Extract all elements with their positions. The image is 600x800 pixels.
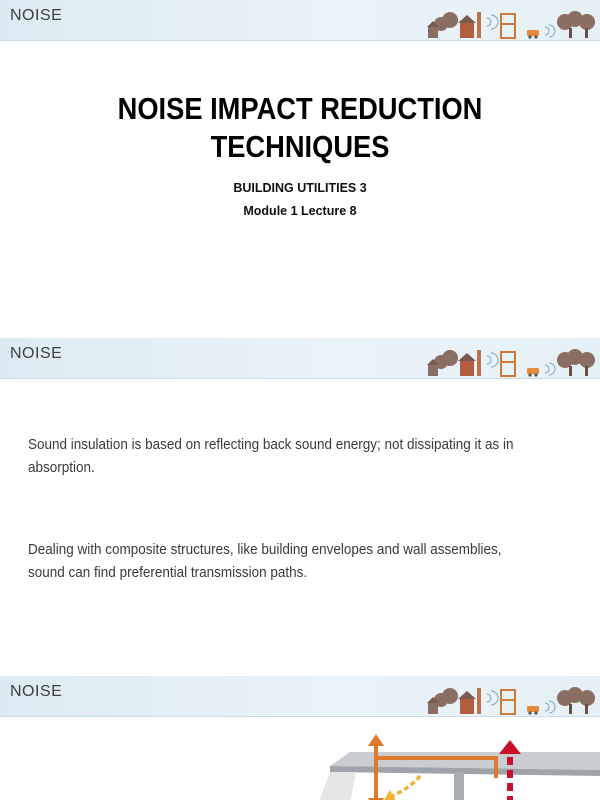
partition-wall (454, 772, 464, 800)
slide-title (0, 0, 600, 322)
slide-content (0, 338, 600, 660)
city-skyline-noise-icon (425, 338, 600, 378)
slide-title-heading: NOISE IMPACT REDUCTION TECHNIQUES (117, 91, 483, 164)
yellow-reflection-arrow (384, 776, 420, 800)
slide-header-banner (0, 676, 600, 717)
paragraph-sound-insulation: Sound insulation is based on reflecting back sound energy; not dissipating it as in absorption. (28, 436, 514, 476)
banner-title: NOISE (10, 345, 63, 362)
slide-diagram (0, 676, 600, 800)
slide-header-banner (0, 0, 600, 41)
slide-header-banner (0, 338, 600, 379)
paragraph-composite-structures: Dealing with composite structures, like building envelopes and wall assemblies, sound can find preferential transmission paths. (28, 541, 502, 581)
wall-sound-transmission-diagram (300, 714, 600, 800)
banner-title: NOISE (10, 7, 63, 24)
module-lecture: Module 1 Lecture 8 (243, 204, 357, 218)
course-name: BUILDING UTILITIES 3 (233, 181, 367, 195)
city-skyline-noise-icon (425, 0, 600, 40)
room-wall (318, 772, 356, 800)
banner-title: NOISE (10, 683, 63, 700)
city-skyline-noise-icon (425, 676, 600, 716)
